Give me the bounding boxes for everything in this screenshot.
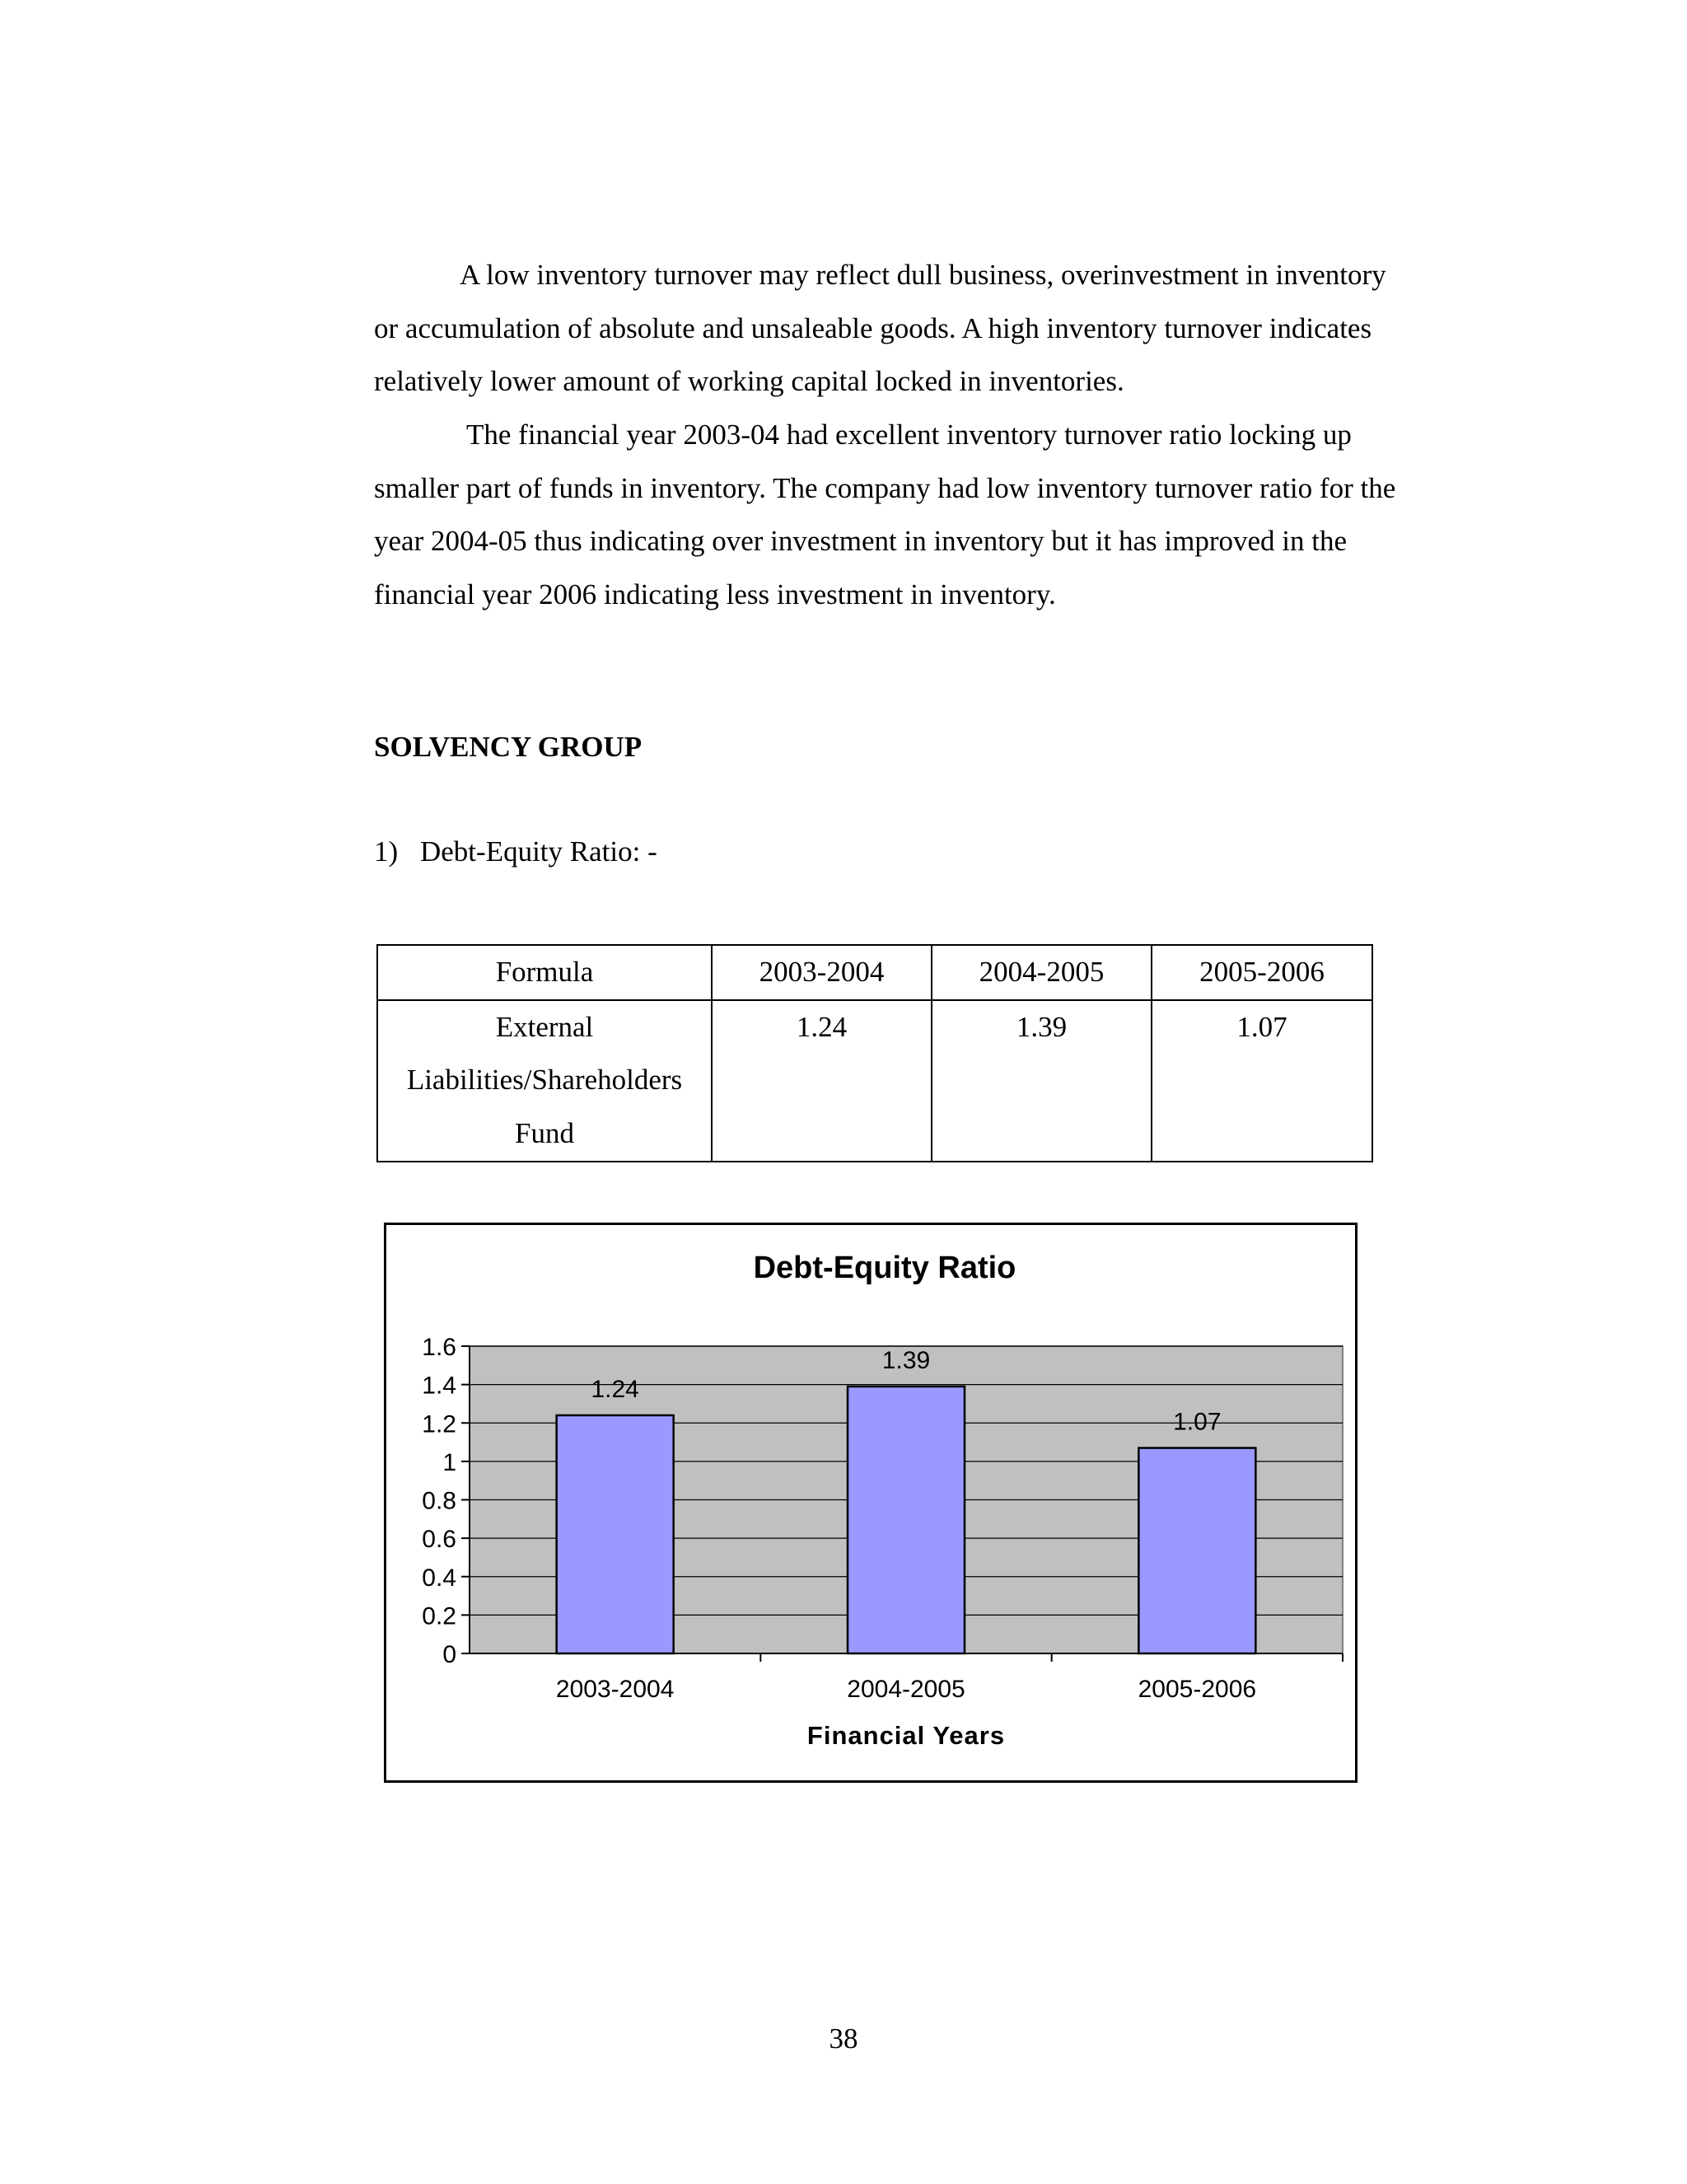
list-item-label: Debt-Equity Ratio: -: [420, 835, 657, 868]
y-tick-label: 0: [442, 1641, 456, 1668]
list-item-debt-equity: [374, 835, 657, 868]
paragraph-financial-year-analysis: [374, 409, 1412, 621]
table-cell-formula: External Liabilities/Shareholders Fund: [377, 1000, 712, 1162]
table-cell: 1.07: [1152, 1000, 1372, 1162]
table-cell: 1.39: [932, 1000, 1152, 1162]
x-tick-label: 2005-2006: [1138, 1676, 1257, 1703]
paragraph-inventory-turnover: [374, 249, 1412, 409]
x-tick-label: 2003-2004: [555, 1676, 675, 1703]
bar-2004-2005: [848, 1387, 965, 1653]
y-tick-label: 1.4: [422, 1372, 456, 1400]
y-tick-label: 1: [442, 1448, 456, 1476]
chart-canvas: [386, 1225, 1355, 1780]
y-tick-label: 0.6: [422, 1526, 456, 1554]
table-header-cell: 2005-2006: [1152, 945, 1372, 1000]
debt-equity-chart: [384, 1223, 1358, 1783]
list-item-number: 1): [374, 835, 399, 868]
data-label: 1.07: [1173, 1408, 1222, 1436]
paragraph-text: The financial year 2003-04 had excellent inventory turnover ratio locking up smaller part of funds in inventory. The company had low inventory turnover ratio for the year 2004-05 thus indicating over investment in inventory but it has improved in the financial year 2006 indicating less investment in inventory.: [374, 419, 1396, 610]
y-tick-label: 1.2: [422, 1410, 456, 1438]
y-tick-label: 0.8: [422, 1487, 456, 1515]
x-axis-label: Financial Years: [806, 1721, 1006, 1750]
chart-title: Debt-Equity Ratio: [753, 1251, 1016, 1285]
table-row: [377, 1000, 1372, 1162]
paragraph-text: A low inventory turnover may reflect dull business, overinvestment in inventory or accumulation of absolute and unsaleable goods. A high inventory turnover indicates relatively lower amount of working capital locked in inventories.: [374, 259, 1386, 397]
data-label: 1.24: [591, 1375, 639, 1403]
table-cell: 1.24: [712, 1000, 932, 1162]
table-header-row: [377, 945, 1372, 1000]
page-number: 38: [829, 2023, 858, 2055]
bar-2003-2004: [557, 1415, 674, 1653]
table-header-cell: Formula: [377, 945, 712, 1000]
debt-equity-table: [376, 944, 1373, 1162]
table-header-cell: 2003-2004: [712, 945, 932, 1000]
x-tick-label: 2004-2005: [847, 1676, 965, 1703]
table-header-cell: 2004-2005: [932, 945, 1152, 1000]
y-tick-label: 0.4: [422, 1564, 456, 1592]
bar-2005-2006: [1138, 1448, 1255, 1653]
data-label: 1.39: [881, 1346, 931, 1374]
section-heading: SOLVENCY GROUP: [374, 731, 643, 763]
y-tick-label: 0.2: [422, 1602, 456, 1630]
y-tick-label: 1.6: [422, 1334, 456, 1361]
